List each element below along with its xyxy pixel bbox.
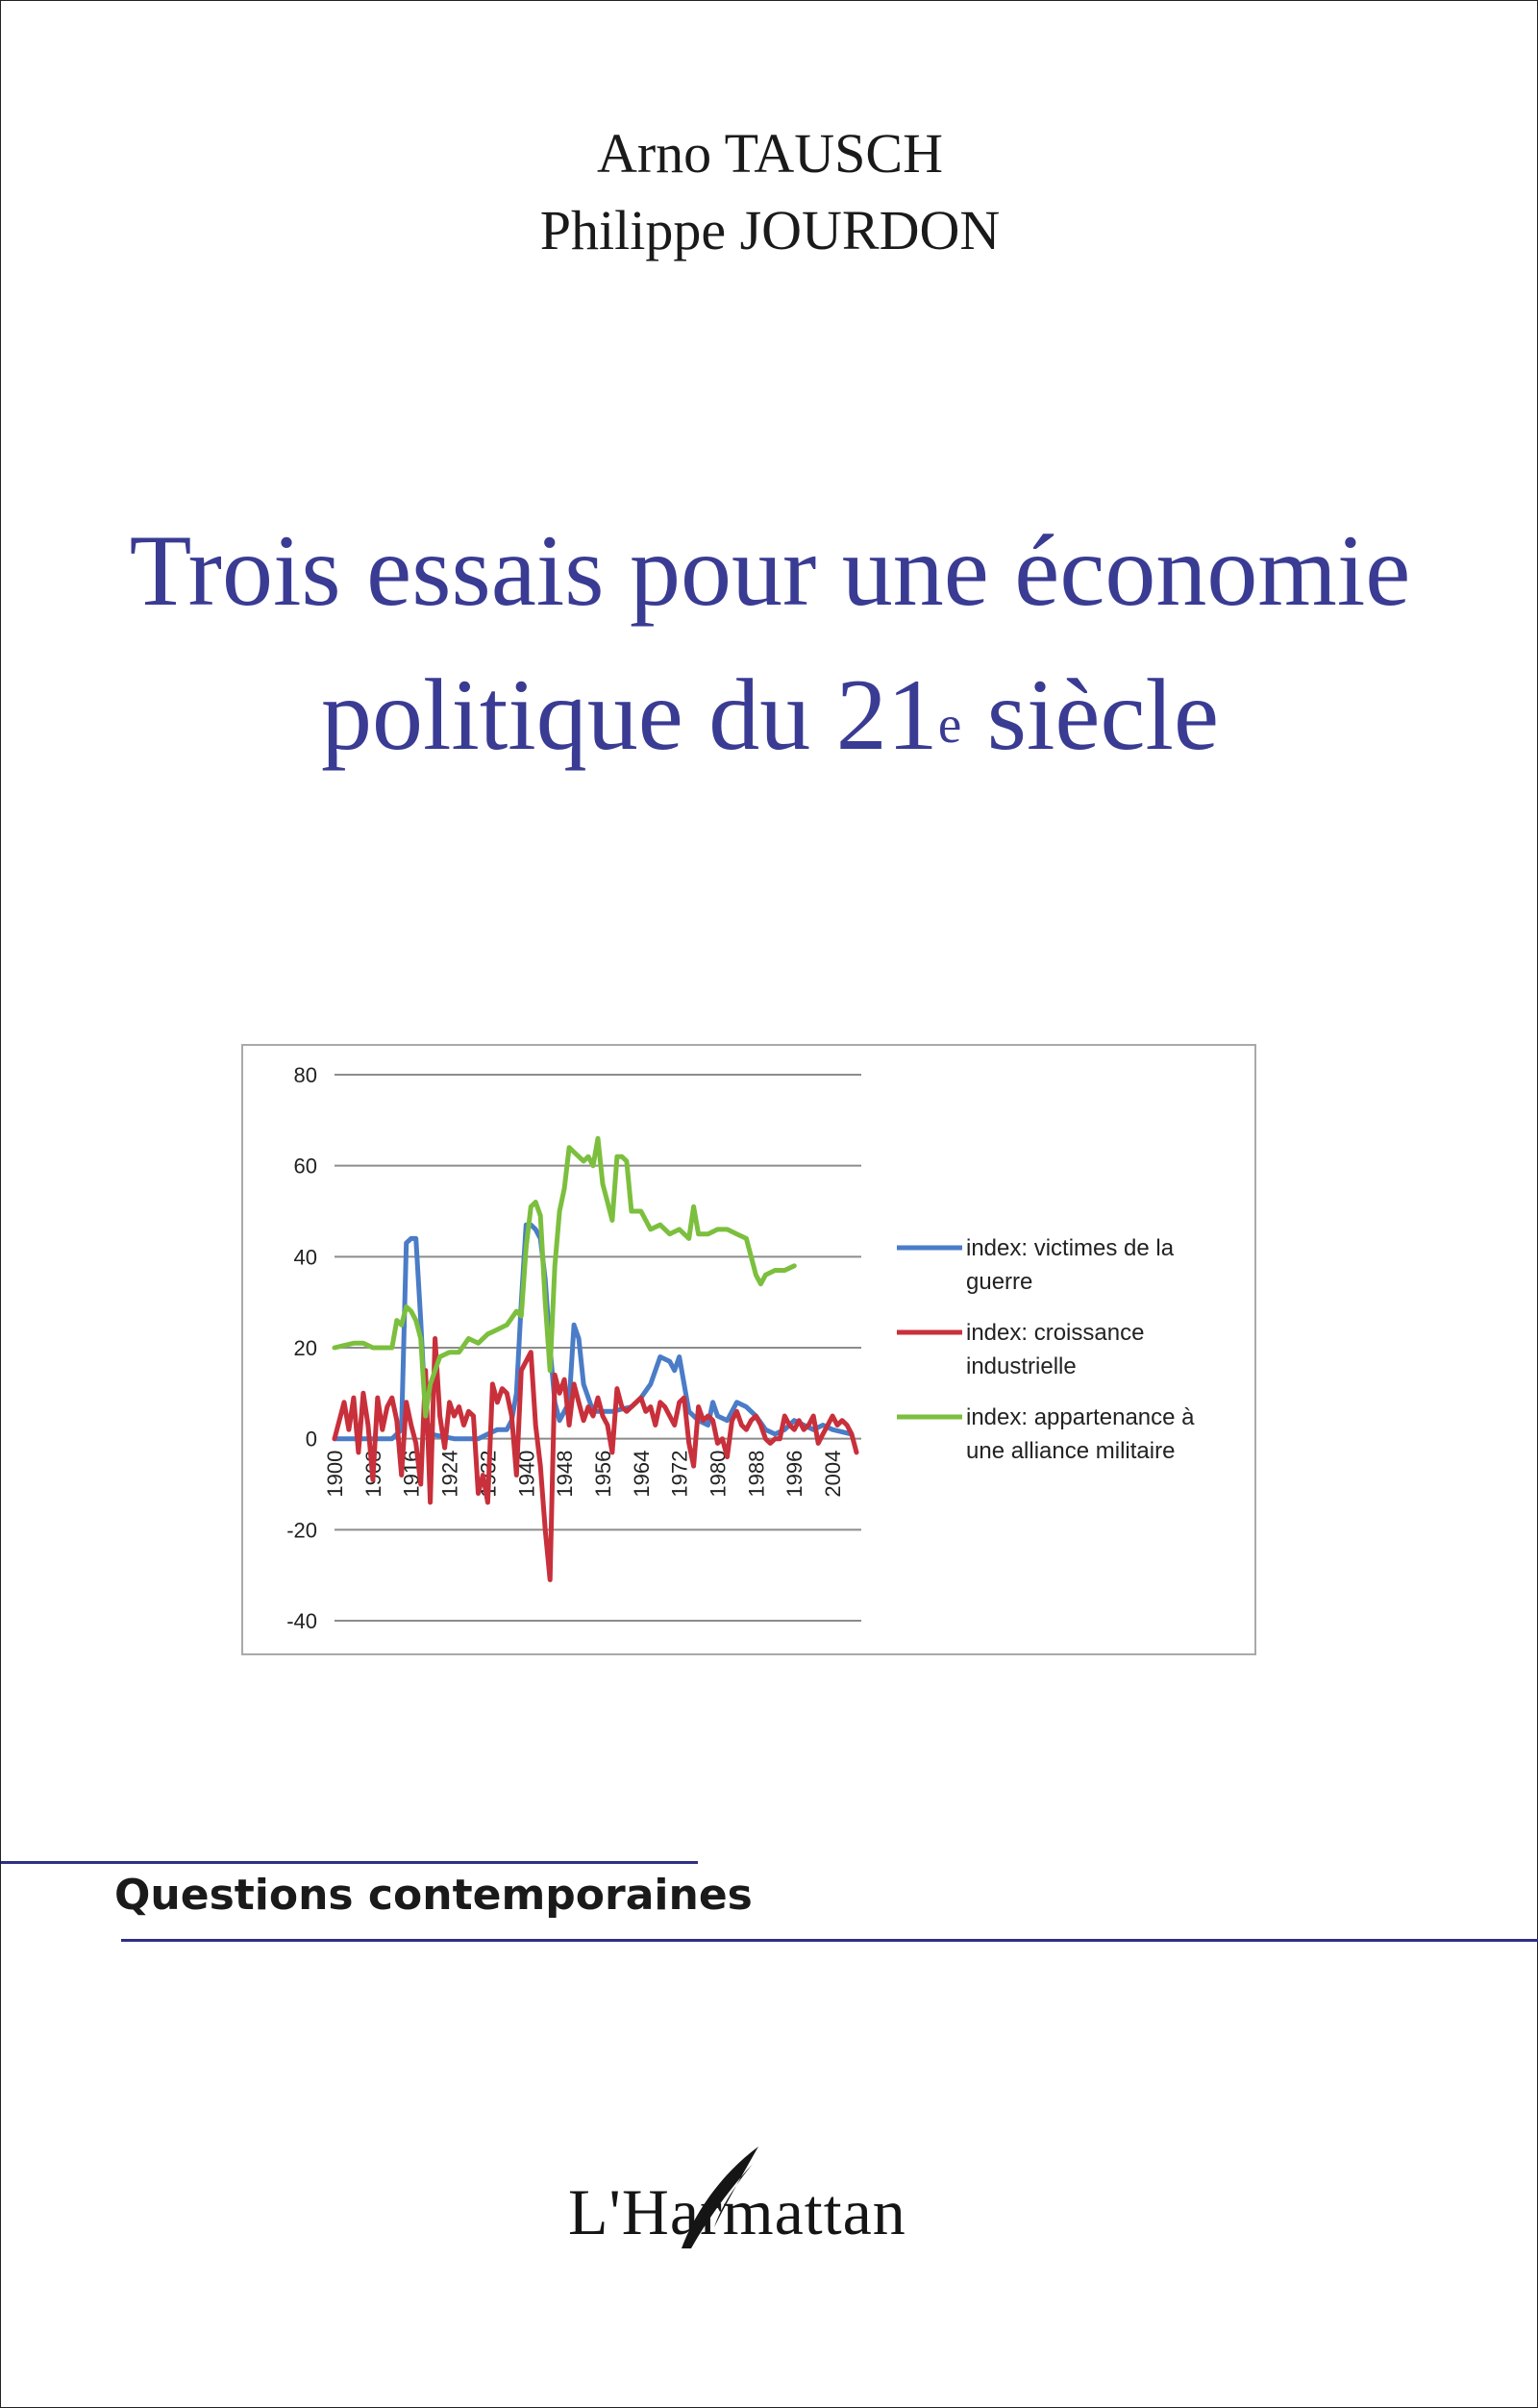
x-tick-label: 1948 <box>553 1450 578 1498</box>
publisher-name: L'Harmattan <box>568 2175 906 2248</box>
book-title-line-1: Trois essais pour une économie <box>129 514 1411 627</box>
y-tick-label: 20 <box>293 1336 317 1360</box>
x-tick-label: 1980 <box>706 1450 731 1498</box>
x-tick-label: 1964 <box>629 1450 654 1498</box>
legend-label: index: victimes de la <box>966 1235 1175 1261</box>
author-name: Philippe JOURDON <box>539 199 1001 261</box>
publisher-logo <box>568 2145 972 2250</box>
x-tick-label: 1988 <box>744 1450 769 1498</box>
x-tick-label: 1940 <box>514 1450 539 1498</box>
legend-label: guerre <box>966 1269 1033 1295</box>
y-tick-label: 60 <box>293 1154 317 1179</box>
title-prefix: politique du 21 <box>320 658 938 771</box>
book-title-line-2 <box>1 643 1538 787</box>
y-tick-label: -20 <box>286 1518 317 1543</box>
y-tick-label: 80 <box>293 1063 317 1087</box>
legend-label: index: croissance <box>966 1320 1145 1346</box>
y-tick-label: 40 <box>293 1245 317 1270</box>
line-chart <box>243 1046 1254 1653</box>
y-tick-label: 0 <box>305 1427 317 1452</box>
legend <box>897 1235 1195 1464</box>
x-tick-label: 1972 <box>667 1450 692 1498</box>
collection-rule-bottom <box>121 1939 1538 1942</box>
x-tick-label: 2004 <box>821 1450 846 1498</box>
legend-label: une alliance militaire <box>966 1438 1176 1464</box>
collection-rule-top <box>1 1861 698 1864</box>
x-tick-label: 1996 <box>782 1450 807 1498</box>
series-lines <box>335 1138 856 1579</box>
x-tick-label: 1924 <box>437 1450 462 1498</box>
x-tick-label: 1900 <box>323 1450 347 1498</box>
legend-label: index: appartenance à <box>966 1404 1195 1430</box>
cover-chart <box>241 1044 1256 1655</box>
y-axis-ticks <box>286 1063 317 1633</box>
x-tick-label: 1908 <box>360 1450 385 1498</box>
author-name: Arno TAUSCH <box>596 122 944 185</box>
x-tick-label: 1956 <box>590 1450 615 1498</box>
collection-name: Questions contemporaines <box>114 1871 753 1920</box>
x-tick-label: 1932 <box>476 1450 501 1498</box>
y-tick-label: -40 <box>286 1609 317 1633</box>
legend-label: industrielle <box>966 1353 1077 1379</box>
x-tick-label: 1916 <box>399 1450 424 1498</box>
title-superscript: e <box>937 695 962 754</box>
title-suffix: siècle <box>961 658 1220 771</box>
